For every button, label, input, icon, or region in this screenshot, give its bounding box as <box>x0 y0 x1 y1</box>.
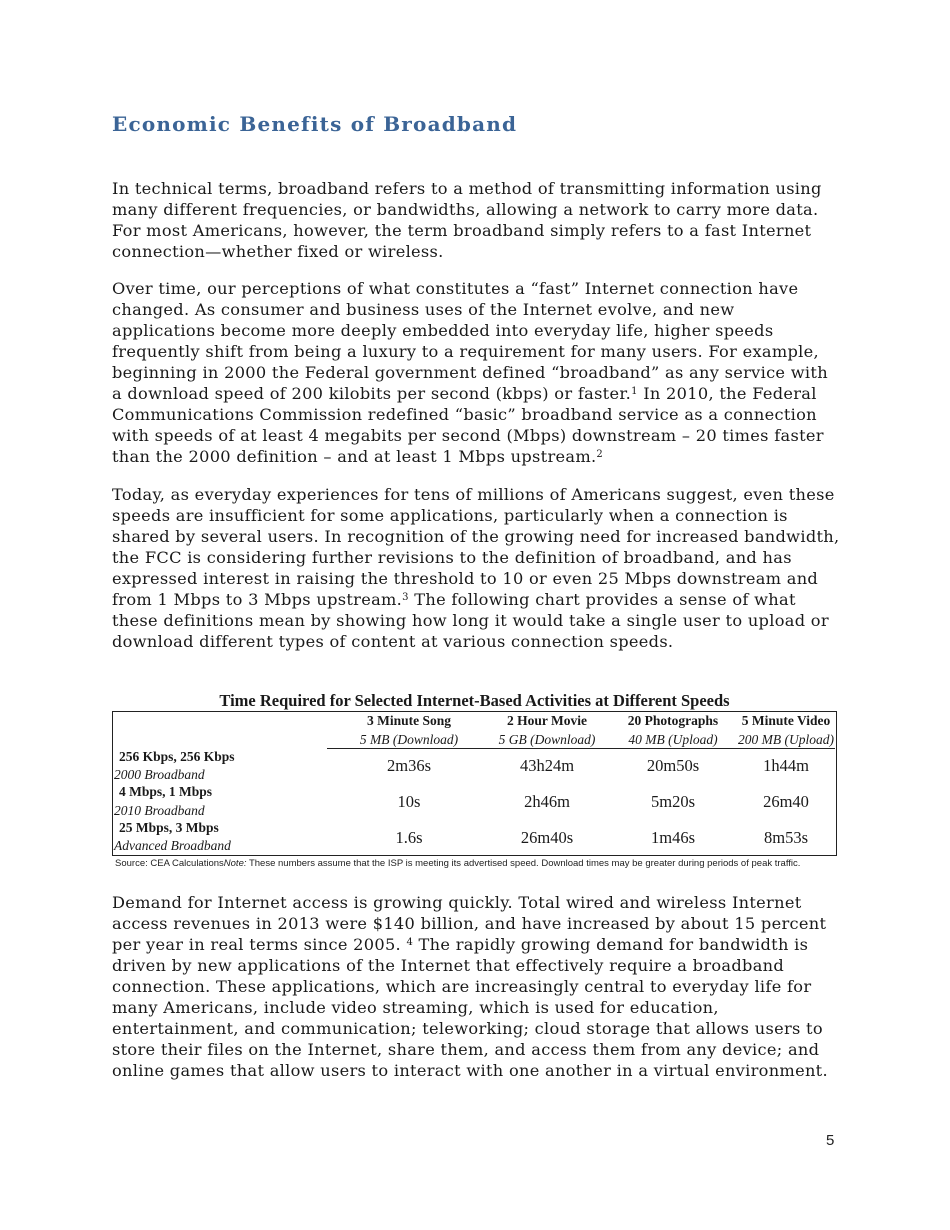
footnote-ref-4[interactable]: 4 <box>406 937 414 948</box>
table-header-divider <box>327 748 835 749</box>
row-label: Advanced Broadband <box>114 838 231 853</box>
paragraph-text: Over time, our perceptions of what constitutes a “fast” Internet connection have changed. As consumer and business uses of the Internet evolve, and new applications become more deeply embedded into everyday life, higher speeds frequently shift from being a luxury to a requirement for many users. For example, beginning in 2000 the Federal government defined “broadband” as any service with a download speed of 200 kilobits per second (kbps) or faster. <box>112 279 828 403</box>
table-cell: 20m50s <box>646 756 700 775</box>
table-cell: 10s <box>397 792 421 811</box>
table-cell: 26m40s <box>520 828 574 847</box>
row-speed: 25 Mbps, 3 Mbps <box>119 820 219 835</box>
paragraph-text: Today, as everyday experiences for tens of millions of Americans suggest, even these speeds are insufficient for some applications, particularly when a connection is shared by several users. In recognition of the growing need for increased bandwidth, the FCC is considering further revisions to the definition of broadband, and has expressed interest in raising the threshold to 10 or even 25 Mbps downstream and from 1 Mbps to 3 Mbps upstream. <box>112 485 840 609</box>
paragraph-definition: In technical terms, broadband refers to a method of transmitting information using many different frequencies, or bandwidths, allowing a network to carry more data. For most Americans, however, the term broadband simply refers to a fast Internet connection—whether fixed or wireless. <box>112 179 822 261</box>
section-heading: Economic Benefits of Broadband <box>112 112 518 136</box>
page-number: 5 <box>826 1132 835 1149</box>
row-label: 2010 Broadband <box>114 803 205 818</box>
table-cell: 26m40 <box>763 792 809 811</box>
paragraph-text: The rapidly growing demand for bandwidth is driven by new applications of the Internet that effectively require a broadband connection. These applications, which are increasingly central to everyday life for many Americans, include video streaming, which is used for education, entertainment, and communication; teleworking; cloud storage that allows users to store their files on the Internet, share them, and access them from any device; and online games that allow users to interact with one another in a virtual environment. <box>112 935 828 1080</box>
note-text: These numbers assume that the ISP is meeting its advertised speed. Download times may be greater during periods of peak traffic. <box>246 858 801 869</box>
footnote-ref-3[interactable]: 3 <box>402 592 409 603</box>
table-cell: 2h46m <box>524 792 570 811</box>
column-subheader: 5 GB (Download) <box>498 732 596 747</box>
paragraph-demand <box>112 892 840 1081</box>
note-label: Note: <box>223 858 247 869</box>
column-header: 5 Minute Video <box>741 713 831 728</box>
paragraph-text: In 2010, the Federal Communications Commission redefined “basic” broadband service as a connection with speeds of at least 4 megabits per second (Mbps) downstream – 20 times faster than the 2000 definition – and at least 1 Mbps upstream. <box>112 384 824 466</box>
table-cell: 43h24m <box>519 756 575 775</box>
table-title: Time Required for Selected Internet-Based Activities at Different Speeds <box>219 691 730 710</box>
table-cell: 1m46s <box>650 828 695 847</box>
table-source-note <box>115 858 800 870</box>
column-header: 3 Minute Song <box>366 713 451 728</box>
row-label: 2000 Broadband <box>114 767 205 782</box>
table-cell: 1h44m <box>763 756 809 775</box>
row-speed: 256 Kbps, 256 Kbps <box>119 749 235 764</box>
table-cell: 5m20s <box>650 792 695 811</box>
footnote-ref-2[interactable]: 2 <box>596 449 604 460</box>
column-header: 20 Photographs <box>627 713 719 728</box>
table-cell: 2m36s <box>386 756 431 775</box>
source-text: Source: CEA Calculations <box>115 858 224 869</box>
paragraph-today <box>112 484 840 652</box>
table-cell: 1.6s <box>395 828 423 847</box>
table-cell: 8m53s <box>763 828 808 847</box>
column-subheader: 5 MB (Download) <box>359 732 459 747</box>
paragraph-text: Demand for Internet access is growing quickly. Total wired and wireless Internet access revenues in 2013 were $140 billion, and have increased by about 15 percent per year in real terms since 2005. <box>112 893 827 954</box>
column-subheader: 40 MB (Upload) <box>628 732 718 747</box>
footnote-ref-1[interactable]: 1 <box>631 386 638 397</box>
column-header: 2 Hour Movie <box>507 713 587 728</box>
paragraph-perceptions <box>112 278 840 467</box>
paragraph-text: The following chart provides a sense of what these definitions mean by showing how long it would take a single user to upload or download different types of content at various connection speeds. <box>112 590 829 651</box>
row-speed: 4 Mbps, 1 Mbps <box>119 784 213 799</box>
column-subheader: 200 MB (Upload) <box>738 732 834 747</box>
